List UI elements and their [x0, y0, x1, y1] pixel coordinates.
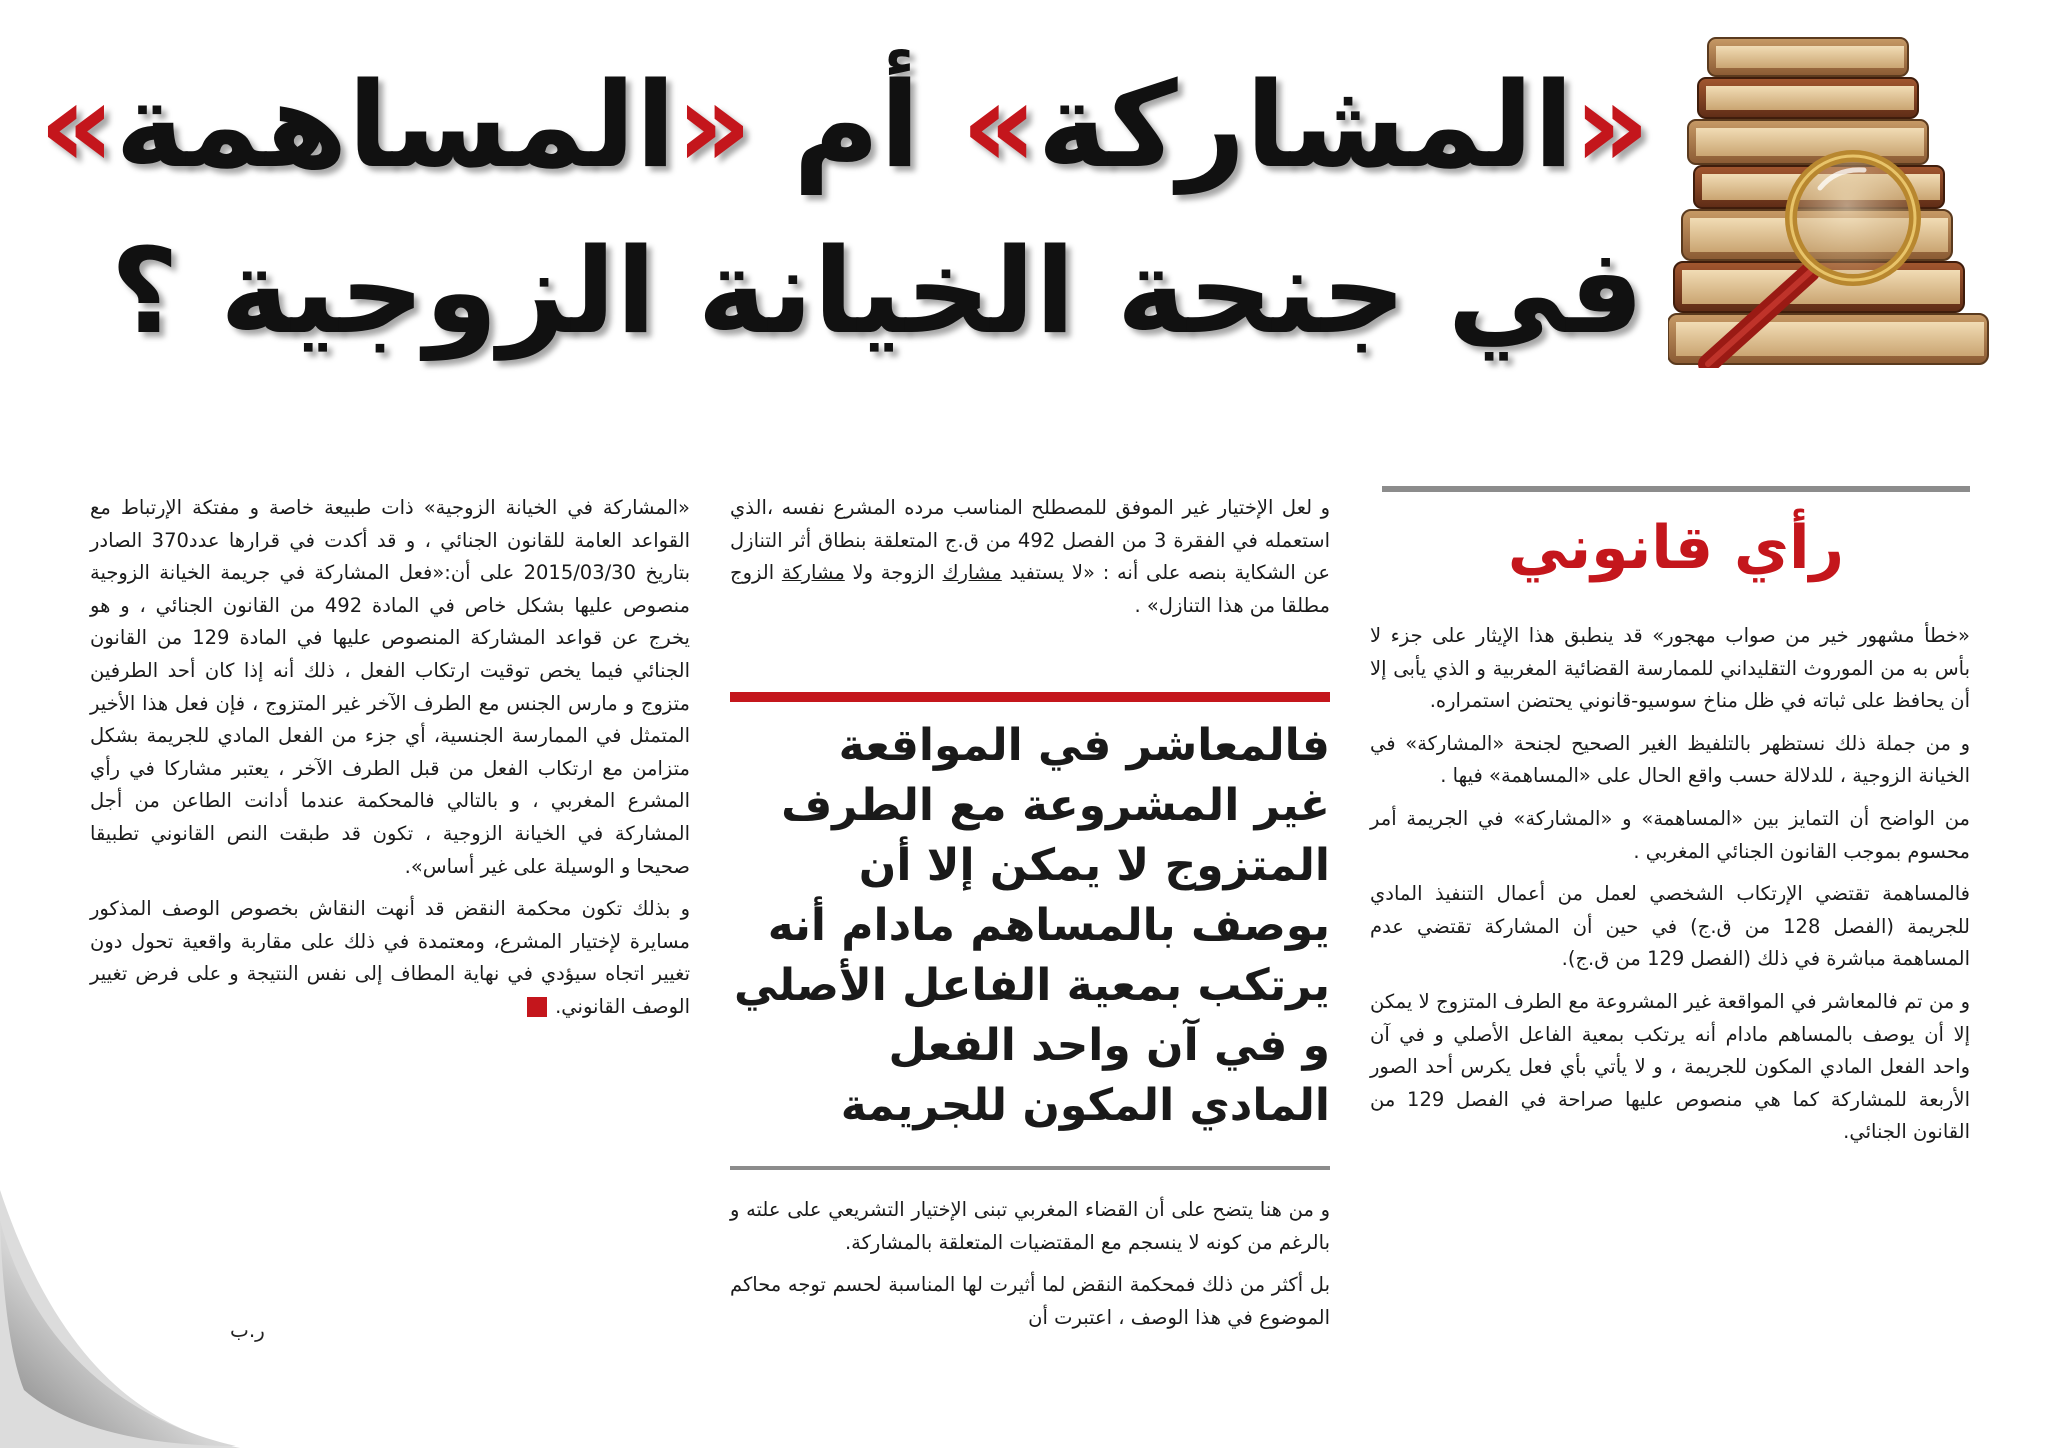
author-signature: ر.ب [230, 1318, 265, 1342]
section-heading-rule [1382, 486, 1970, 492]
text-run: الزوج مطلقا من هذا التنازل» . [730, 561, 1330, 617]
headline-word-musahama: المساهمة [115, 56, 676, 194]
quote-close-1: » [961, 56, 1038, 194]
paragraph [90, 893, 690, 1023]
pull-quote: فالمعاشر في المواقعة غير المشروعة مع الطرف المتزوج لا يمكن إلا أن يوصف بالمساهم مادام أنه يرتكب بمعية الفاعل الأصلي و في آن واحد الفعل المادي المكون للجريمة [734, 720, 1330, 1131]
paragraph: بل أكثر من ذلك فمحكمة النقض لما أثيرت لها المناسبة لحسم توجه محاكم الموضوع في هذا الوصف ، اعتبرت أن [730, 1273, 1330, 1329]
underlined-term: مشاركة [781, 561, 845, 585]
quote-open-2: « [675, 56, 753, 194]
paragraph: من الواضح أن التمايز بين «المساهمة» و «المشاركة» في الجريمة أمر محسوم بموجب القانون الجنائي المغربي . [1370, 806, 1970, 863]
paragraph: «خطأ مشهور خير من صواب مهجور» قد ينطبق هذا الإيثار على جزء لا بأس به من الموروث التقليداني للممارسة القضائية المغربية و الذي يأبى إلا أن يحافظ على ثباته في ظل مناخ سوسيو-قانوني يحتضن استمراره. [1370, 624, 1970, 713]
paragraph [730, 492, 1330, 622]
books-magnifier-illustration [1668, 28, 2048, 368]
headline-word-musharaka: المشاركة [1037, 56, 1574, 194]
section-heading: رأي قانوني [1507, 513, 1845, 583]
article-column-middle-top [730, 492, 1330, 632]
text-run: و لعل الإختيار غير الموفق للمصطلح المناسب مرده المشرع نفسه ،الذي استعمله في الفقرة 3 من الفصل 492 من ق.ج المتعلقة بنطاق أثر التنازل عن الشكاية بنصه على أنه : «لا يستفيد [730, 496, 1330, 585]
article-column-left [90, 492, 690, 1034]
headline-line-2: في جنحة الخيانة الزوجية ؟ [110, 222, 1644, 360]
quote-close-2: » [38, 56, 116, 194]
headline-connector: أم [752, 56, 962, 194]
paragraph: و من هنا يتضح على أن القضاء المغربي تبنى الإختيار التشريعي على علته و بالرغم من كونه لا ينسجم مع المقتضيات المتعلقة بالمشاركة. [730, 1198, 1330, 1254]
text-run: الزوجة ولا [844, 561, 943, 585]
text-run: و بذلك تكون محكمة النقض قد أنهت النقاش بخصوص الوصف المذكور مسايرة لإختيار المشرع، ومعتمدة في ذلك على مقاربة واقعية تحول دون تغيير اتجاه سيؤدي في نهاية المطاف إلى نفس النتيجة و على فرض تغيير الوصف القانوني. [90, 897, 690, 1018]
quote-open-1: « [1573, 56, 1650, 194]
paragraph: «المشاركة في الخيانة الزوجية» ذات طبيعة خاصة و مفتكة الإرتباط مع القواعد العامة للقانون الجنائي ، و قد أكدت في قرارها عدد370 الصادر بتاريخ 2015/03/30 على أن:«فعل المشاركة في جريمة الخيانة الزوجية منصوص عليها بشكل خاص في المادة 492 من القانون الجنائي ، و هو يخرج عن قواعد المشاركة المنصوص عليها في المادة 129 من القانون الجنائي فيما يخص توقيت ارتكاب الفعل ، ذلك أنه إذا كان أحد الطرفين متزوج و مارس الجنس مع الطرف الآخر غير المتزوج ، فإن فعل هذا الأخير المتمثل في الممارسة الجنسية، أي جزء من الفعل المادي للجريمة بشكل متزامن مع ارتكاب الفعل من قبل الطرف الآخر ، يعتبر مشاركا في رأي المشرع المغربي ، و بالتالي فالمحكمة عندما أدانت الطاعن من أجل المشاركة في الخيانة الزوجية ، تكون قد طبقت النص القانوني تطبيقا صحيحا و الوسيلة على غير أساس». [90, 496, 691, 878]
pull-quote-rule-top [730, 692, 1330, 702]
article-column-right [1370, 620, 1970, 1159]
headline-line-1 [39, 50, 1650, 200]
paragraph: و من جملة ذلك نستظهر بالتلفيظ الغير الصحيح لجنحة «المشاركة» في الخيانة الزوجية ، للدلالة حسب واقع الحال على «المساهمة» فيها . [1370, 731, 1970, 788]
paragraph: فالمساهمة تقتضي الإرتكاب الشخصي لعمل من أعمال التنفيذ المادي للجريمة (الفصل 128 من ق.ج) في حين أن المشاركة تقتضي عدم المساهمة مباشرة في ذلك (الفصل 129 من ق.ج). [1370, 882, 1970, 971]
end-of-article-square-icon [527, 997, 547, 1017]
article-column-middle-bottom [730, 1194, 1330, 1344]
underlined-term: مشارك [942, 561, 1002, 585]
paragraph: و من تم فالمعاشر في المواقعة غير المشروعة مع الطرف المتزوج لا يمكن إلا أن يوصف بالمساهم مادام أنه يرتكب بمعية الفاعل الأصلي و في آن واحد الفعل المادي المكون للجريمة ، و لا يأتي بأي فعل يكرس أحد الصور الأربعة للمشاركة كما هي منصوص عليها صراحة في الفصل 129 من القانون الجنائي. [1370, 989, 1970, 1144]
page-curl-decoration [0, 1190, 240, 1448]
pull-quote-rule-bottom [730, 1166, 1330, 1170]
